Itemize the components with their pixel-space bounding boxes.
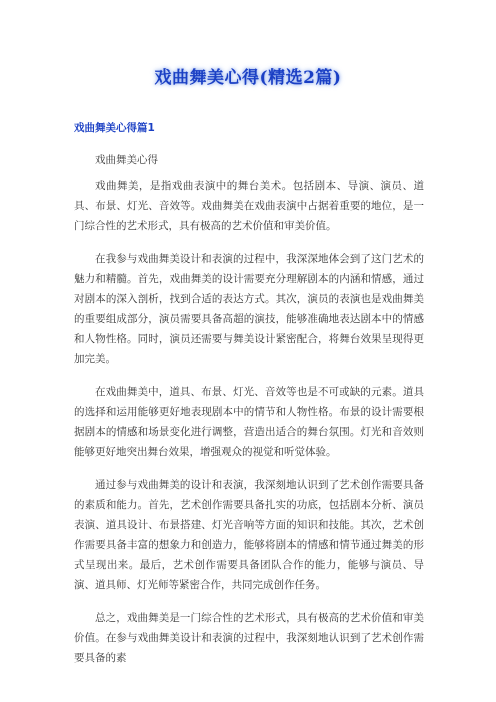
document-title: 戏曲舞美心得(精选2篇)	[154, 68, 342, 88]
section-heading: 戏曲舞美心得篇1	[74, 122, 155, 134]
article-body	[74, 150, 424, 681]
paragraph: 在戏曲舞美中，道具、布景、灯光、音效等也是不可或缺的元素。道具的选择和运用能够更好地表现剧本中的情节和人物性格。布景的设计需要根据剧本的情感和场景变化进行调整，营造出适合的舞台氛围。灯光和音效则能够更好地突出舞台效果，增强观众的视觉和听觉体验。	[74, 386, 424, 458]
title-block	[0, 64, 496, 92]
paragraph: 总之，戏曲舞美是一门综合性的艺术形式，具有极高的艺术价值和审美价值。在参与戏曲舞美设计和表演的过程中，我深刻地认识到了艺术创作需要具备的素	[74, 612, 424, 664]
paragraph-subtitle: 戏曲舞美心得	[95, 154, 158, 166]
paragraph: 在我参与戏曲舞美设计和表演的过程中，我深深地体会到了这门艺术的魅力和精髓。首先，戏曲舞美的设计需要充分理解剧本的内涵和情感，通过对剧本的深入剖析，找到合适的表达方式。其次，演员的表演也是戏曲舞美的重要组成部分，演员需要具备高超的演技，能够准确地表达剧本中的情感和人物性格。同时，演员还需要与舞美设计紧密配合，将舞台效果呈现得更加完美。	[74, 253, 424, 365]
paragraph: 通过参与戏曲舞美的设计和表演，我深刻地认识到了艺术创作需要具备的素质和能力。首先，艺术创作需要具备扎实的功底，包括剧本分析、演员表演、道具设计、布景搭建、灯光音响等方面的知识和技能。其次，艺术创作需要具备丰富的想象力和创造力，能够将剧本的情感和情节通过舞美的形式呈现出来。最后，艺术创作需要具备团队合作的能力，能够与演员、导演、道具师、灯光师等紧密合作，共同完成创作任务。	[74, 479, 424, 591]
paragraph: 戏曲舞美，是指戏曲表演中的舞台美术。包括剧本、导演、演员、道具、布景、灯光、音效等。戏曲舞美在戏曲表演中占据着重要的地位，是一门综合性的艺术形式，具有极高的艺术价值和审美价值。	[74, 180, 424, 232]
